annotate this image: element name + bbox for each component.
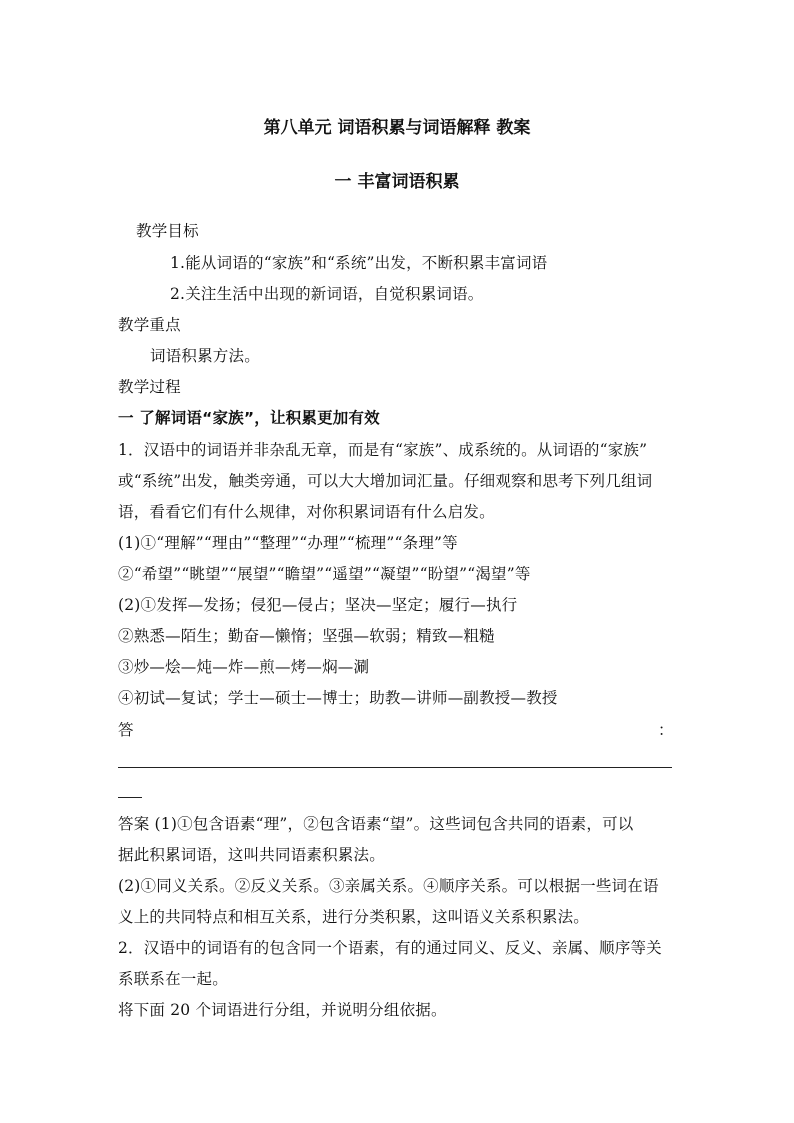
answer-line-1: 答案 (1)①包含语素“理”，②包含语素“望”。这些词包含共同的语素，可以 xyxy=(118,815,634,833)
word-group-2a: (2)①发挥—发扬；侵犯—侵占；坚决—坚定；履行—执行 xyxy=(118,596,518,614)
paragraph-2-line-2: 系联系在一起。 xyxy=(118,970,228,988)
paragraph-1-line-3: 语，看看它们有什么规律，对你积累词语有什么启发。 xyxy=(118,503,495,521)
answer-prompt-colon: ： xyxy=(658,721,674,739)
keypoint-text: 词语积累方法。 xyxy=(150,347,260,365)
paragraph-1-line-1: 1．汉语中的词语并非杂乱无章，而是有“家族”、成系统的。从词语的“家族” xyxy=(118,441,648,459)
answer-blank-line xyxy=(118,767,672,768)
word-group-1a: (1)①“理解”“理由”“整理”“办理”“梳理”“条理”等 xyxy=(118,534,458,552)
process-heading: 教学过程 xyxy=(118,378,181,396)
objective-1: 1.能从词语的“家族”和“系统”出发，不断积累丰富词语 xyxy=(170,254,548,272)
answer-line-3: (2)①同义关系。②反义关系。③亲属关系。④顺序关系。可以根据一些词在语 xyxy=(118,877,659,895)
word-group-2d: ④初试—复试；学士—硕士—博士；助教—讲师—副教授—教授 xyxy=(118,689,558,707)
word-group-2c: ③炒—烩—炖—炸—煎—烤—焖—涮 xyxy=(118,658,370,676)
section-1-heading: 一 了解词语“家族”，让积累更加有效 xyxy=(118,409,380,427)
paragraph-1-line-2: 或“系统”出发，触类旁通，可以大大增加词汇量。仔细观察和思考下列几组词 xyxy=(118,472,653,490)
paragraph-2-line-1: 2．汉语中的词语有的包含同一个语素，有的通过同义、反义、亲属、顺序等关 xyxy=(118,939,662,957)
document-title: 第八单元 词语积累与词语解释 教案 xyxy=(263,118,531,138)
lesson-subtitle: 一 丰富词语积累 xyxy=(334,172,460,192)
objectives-heading: 教学目标 xyxy=(136,222,199,240)
answer-line-2: 据此积累词语，这叫共同语素积累法。 xyxy=(118,846,385,864)
paragraph-3: 将下面 20 个词语进行分组，并说明分组依据。 xyxy=(118,1001,447,1019)
word-group-1b: ②“希望”“眺望”“展望”“瞻望”“遥望”“凝望”“盼望”“渴望”等 xyxy=(118,565,531,583)
word-group-2b: ②熟悉—陌生；勤奋—懒惰；坚强—软弱；精致—粗糙 xyxy=(118,627,495,645)
answer-line-4: 义上的共同特点和相互关系，进行分类积累，这叫语义关系积累法。 xyxy=(118,908,590,926)
objective-2: 2.关注生活中出现的新词语，自觉积累词语。 xyxy=(170,285,484,303)
answer-prompt: 答 xyxy=(118,721,134,739)
answer-blank-line-end xyxy=(118,797,142,798)
keypoint-heading: 教学重点 xyxy=(118,316,181,334)
